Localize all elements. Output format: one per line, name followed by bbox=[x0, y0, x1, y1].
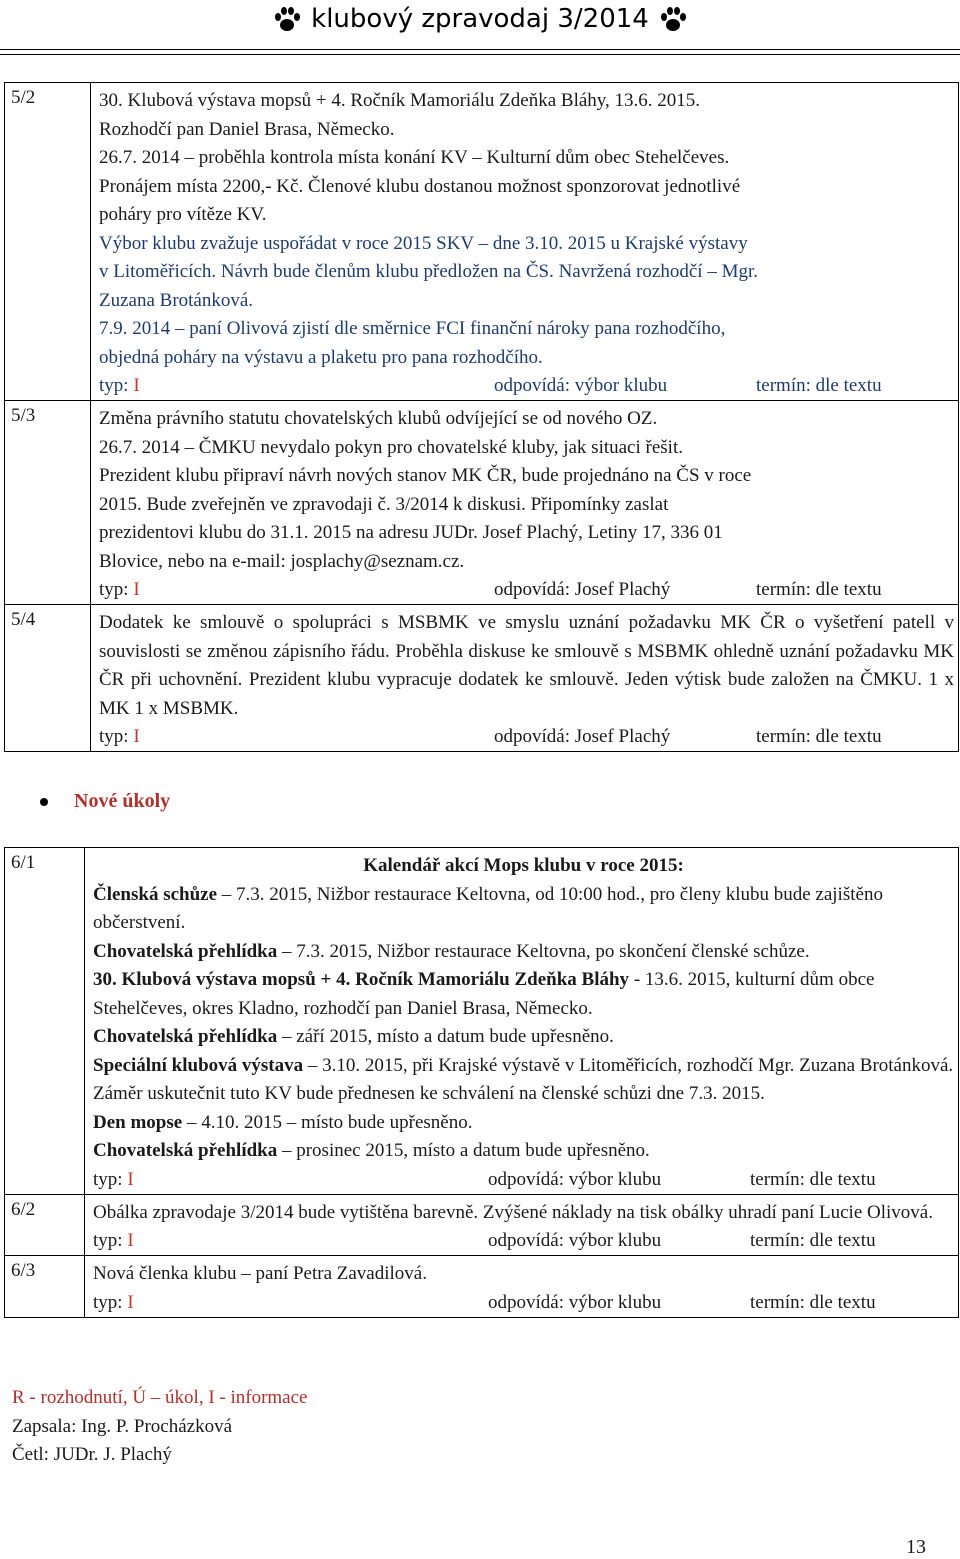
item-number: 5/3 bbox=[5, 401, 91, 605]
task-type: typ: I bbox=[99, 579, 140, 600]
paw-icon bbox=[658, 5, 688, 41]
text-line: Změna právního statutu chovatelských klubů odvíjející se od nového OZ. bbox=[99, 408, 658, 429]
item-content bbox=[85, 1256, 959, 1318]
task-deadline: termín: dle textu bbox=[750, 1291, 876, 1313]
legend: R - rozhodnutí, Ú – úkol, I - informace bbox=[12, 1387, 308, 1408]
section-heading bbox=[40, 790, 170, 813]
minutes-footer bbox=[12, 1384, 307, 1470]
text-line: poháry pro vítěze KV. bbox=[99, 204, 267, 225]
recorded-by: Zapsala: Ing. P. Procházková bbox=[12, 1415, 233, 1437]
calendar-item: Den mopse – 4.10. 2015 – místo bude upřesněno. bbox=[93, 1111, 473, 1133]
text-line: Pronájem místa 2200,- Kč. Členové klubu dostanou možnost sponzorovat jednotlivé bbox=[99, 175, 741, 197]
read-by: Četl: JUDr. J. Plachý bbox=[12, 1444, 172, 1465]
item-content bbox=[91, 401, 959, 605]
bullet-icon bbox=[40, 798, 48, 806]
task-meta bbox=[99, 372, 954, 400]
table-row bbox=[5, 83, 959, 401]
newsletter-title: klubový zpravodaj 3/2014 bbox=[311, 4, 649, 34]
new-tasks-table bbox=[4, 847, 959, 1318]
text-paragraph: Nová členka klubu – paní Petra Zavadilová. bbox=[93, 1263, 427, 1284]
task-type: typ: I bbox=[99, 375, 140, 396]
section-heading-label: Nové úkoly bbox=[74, 790, 171, 812]
page-header bbox=[0, 0, 960, 52]
task-deadline: termín: dle textu bbox=[756, 726, 882, 747]
task-deadline: termín: dle textu bbox=[750, 1168, 876, 1190]
item-content bbox=[85, 1194, 959, 1256]
text-line: Zuzana Brotánková. bbox=[99, 289, 254, 311]
text-line: objedná poháry na výstavu a plaketu pro pana rozhodčího. bbox=[99, 346, 543, 368]
text-paragraph: Obálka zpravodaje 3/2014 bude vytištěna barevně. Zvýšené náklady na tisk obálky uhradí paní Lucie Olivová. bbox=[93, 1201, 933, 1223]
text-line: 30. Klubová výstava mopsů + 4. Ročník Mamoriálu Zdeňka Bláhy, 13.6. 2015. bbox=[99, 90, 701, 111]
task-responsible: odpovídá: Josef Plachý bbox=[494, 579, 671, 600]
calendar-item: Chovatelská přehlídka – prosinec 2015, místo a datum bude upřesněno. bbox=[93, 1140, 650, 1161]
task-deadline: termín: dle textu bbox=[756, 375, 882, 396]
header-rule bbox=[0, 49, 960, 50]
task-responsible: odpovídá: výbor klubu bbox=[494, 375, 668, 396]
text-line: Výbor klubu zvažuje uspořádat v roce 2015 SKV – dne 3.10. 2015 u Krajské výstavy bbox=[99, 232, 748, 254]
table-row bbox=[5, 1194, 959, 1256]
calendar-item: Členská schůze – 7.3. 2015, Nižbor restaurace Keltovna, od 10:00 hod., pro členy klubu bude zajištěno občerstvení. bbox=[93, 883, 883, 933]
table-row bbox=[5, 605, 959, 752]
task-responsible: odpovídá: výbor klubu bbox=[488, 1230, 662, 1251]
item-content bbox=[91, 605, 959, 752]
text-line: prezidentovi klubu do 31.1. 2015 na adresu JUDr. Josef Plachý, Letiny 17, 336 01 bbox=[99, 522, 723, 543]
task-responsible: odpovídá: Josef Plachý bbox=[494, 726, 671, 747]
minutes-table bbox=[4, 82, 959, 752]
task-type: typ: I bbox=[99, 726, 140, 747]
task-responsible: odpovídá: výbor klubu bbox=[488, 1291, 662, 1313]
text-line: v Litoměřicích. Návrh bude členům klubu předložen na ČS. Navržená rozhodčí – Mgr. bbox=[99, 261, 758, 282]
task-deadline: termín: dle textu bbox=[750, 1230, 876, 1251]
page-number: 13 bbox=[906, 1536, 926, 1558]
item-number: 5/4 bbox=[5, 605, 91, 752]
task-meta bbox=[93, 1166, 954, 1194]
table-row bbox=[5, 1256, 959, 1318]
item-content bbox=[85, 848, 959, 1195]
text-line: 2015. Bude zveřejněn ve zpravodaji č. 3/2014 k diskusi. Připomínky zaslat bbox=[99, 493, 669, 515]
task-meta bbox=[99, 723, 954, 751]
text-paragraph: Dodatek ke smlouvě o spolupráci s MSBMK ve smyslu uznání požadavku MK ČR o vyšetření patell v souvislosti se změnou zápisního řádu. Proběhla diskuse ke smlouvě s MSBMK ohledně uznání požadavku MK ČR při uchovnění. Prezident klubu vypracuje dodatek ke smlouvě. Jeden výtisk bude založen na ČMKU. 1 x MK 1 x MSBMK. bbox=[99, 612, 954, 719]
calendar-item: Chovatelská přehlídka – 7.3. 2015, Nižbor restaurace Keltovna, po skončení členské schůze. bbox=[93, 940, 810, 962]
text-line: 7.9. 2014 – paní Olivová zjistí dle směrnice FCI finanční nároky pana rozhodčího, bbox=[99, 318, 726, 339]
task-type: typ: I bbox=[93, 1291, 134, 1313]
task-deadline: termín: dle textu bbox=[756, 579, 882, 600]
text-line: 26.7. 2014 – ČMKU nevydalo pokyn pro chovatelské kluby, jak situaci řešit. bbox=[99, 436, 683, 458]
item-number: 6/2 bbox=[5, 1194, 85, 1256]
text-line: 26.7. 2014 – proběhla kontrola místa konání KV – Kulturní dům obec Stehelčeves. bbox=[99, 147, 730, 168]
text-line: Blovice, nebo na e-mail: josplachy@seznam.cz. bbox=[99, 550, 465, 572]
calendar-item: Chovatelská přehlídka – září 2015, místo a datum bude upřesněno. bbox=[93, 1026, 614, 1047]
item-number: 6/3 bbox=[5, 1256, 85, 1318]
table-row bbox=[5, 848, 959, 1195]
item-number: 5/2 bbox=[5, 83, 91, 401]
text-line: Prezident klubu připraví návrh nových stanov MK ČR, bude projednáno na ČS v roce bbox=[99, 465, 752, 486]
item-content bbox=[91, 83, 959, 401]
task-type: typ: I bbox=[93, 1168, 134, 1190]
table-row bbox=[5, 401, 959, 605]
task-responsible: odpovídá: výbor klubu bbox=[488, 1168, 662, 1190]
paw-icon bbox=[272, 5, 302, 41]
header-rule bbox=[0, 54, 960, 55]
task-meta bbox=[99, 576, 954, 604]
calendar-heading: Kalendář akcí Mops klubu v roce 2015: bbox=[363, 855, 684, 876]
calendar-item: 30. Klubová výstava mopsů + 4. Ročník Mamoriálu Zdeňka Bláhy - 13.6. 2015, kulturní dům obce Stehelčeves, okres Kladno, rozhodčí pan Daniel Brasa, Německo. bbox=[93, 969, 875, 1019]
task-meta bbox=[93, 1227, 954, 1255]
item-number: 6/1 bbox=[5, 848, 85, 1195]
text-line: Rozhodčí pan Daniel Brasa, Německo. bbox=[99, 118, 395, 140]
task-meta bbox=[93, 1289, 954, 1317]
task-type: typ: I bbox=[93, 1230, 134, 1251]
calendar-item: Speciální klubová výstava – 3.10. 2015, při Krajské výstavě v Litoměřicích, rozhodčí Mgr. Zuzana Brotánková. Záměr uskutečnit tuto KV bude přednesen ke schválení na členské schůzi dne 7.3. 2015. bbox=[93, 1054, 954, 1104]
